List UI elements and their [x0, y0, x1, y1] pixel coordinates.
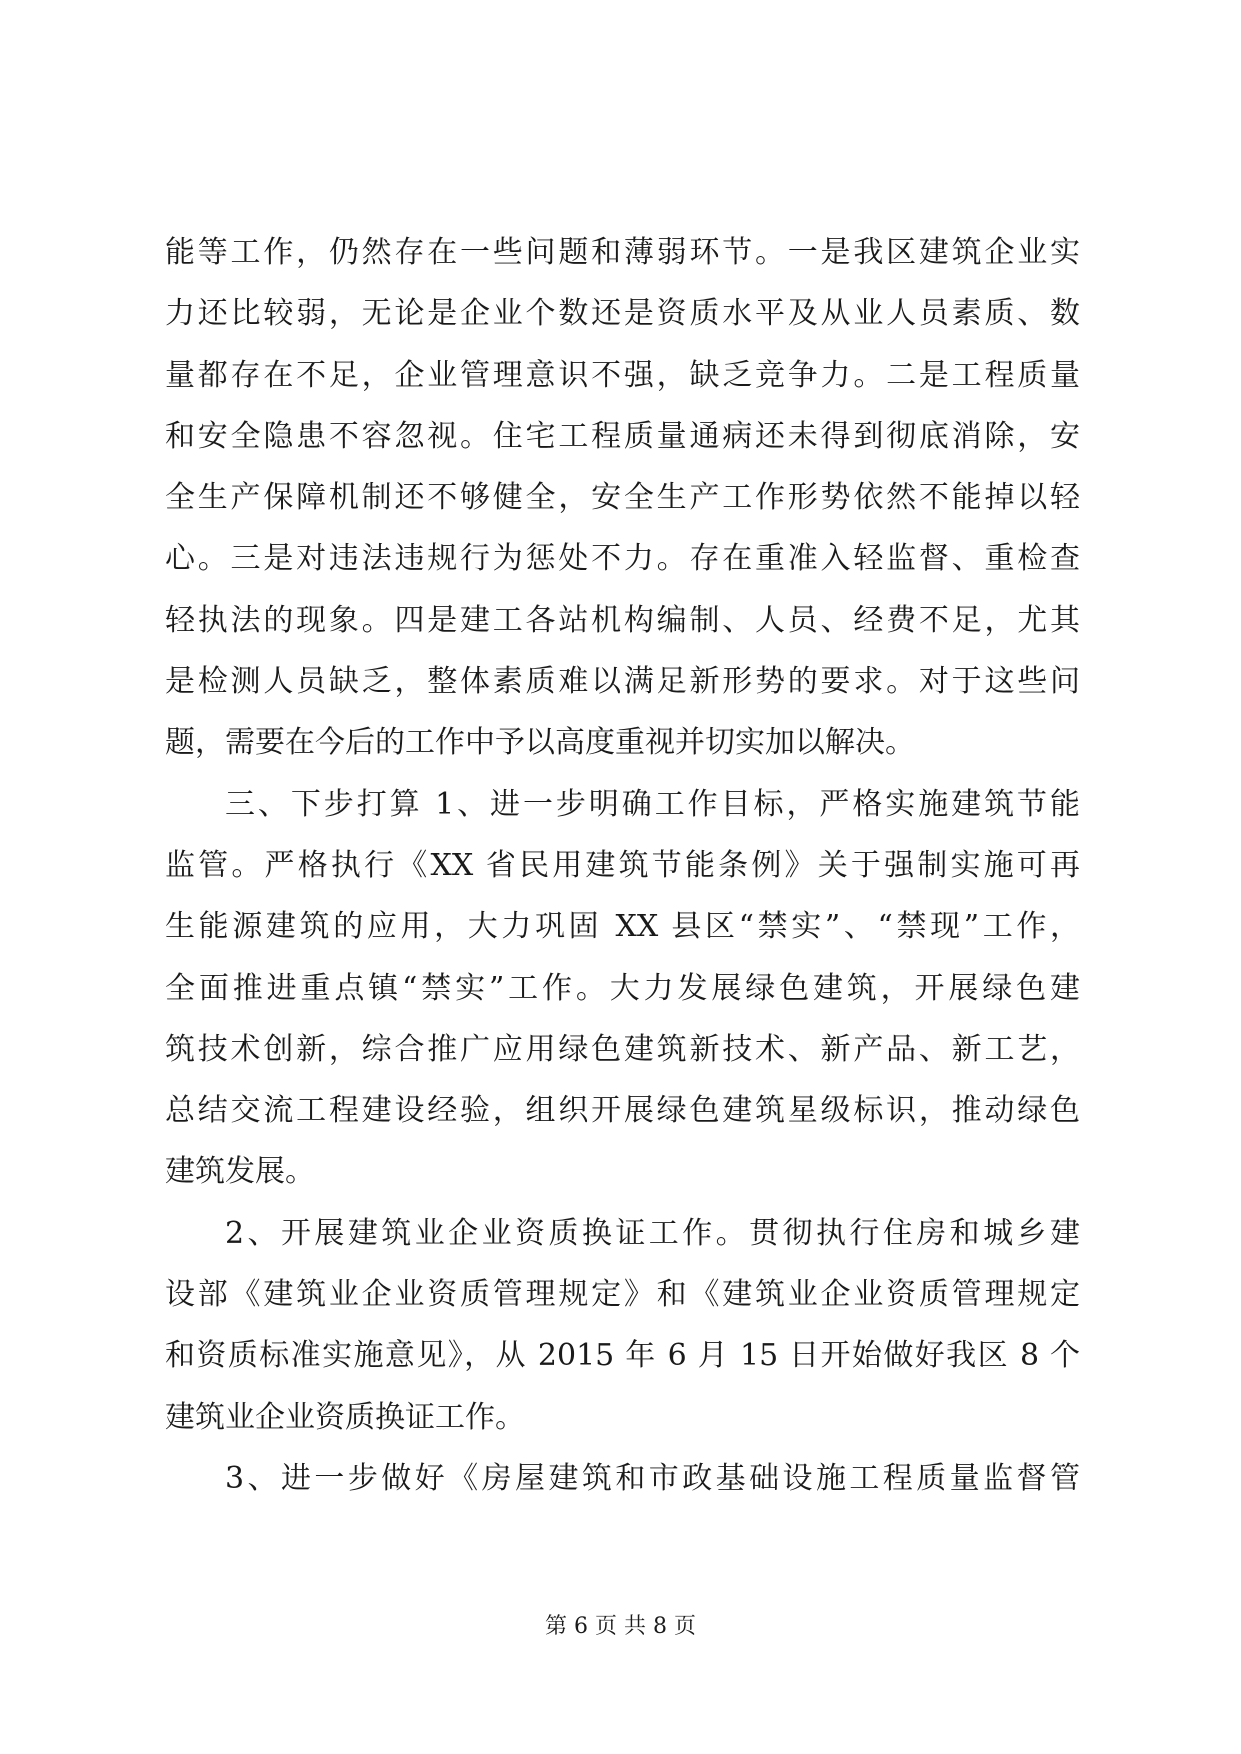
text-line: 2、开展建筑业企业资质换证工作。贯彻执行住房和城乡建: [225, 1215, 1080, 1251]
text-line: 能等工作，仍然存在一些问题和薄弱环节。一是我区建筑企业实: [165, 235, 1080, 270]
text-line: 设部《建筑业企业资质管理规定》和《建筑业企业资质管理规定: [165, 1277, 1080, 1313]
text-line: 生能源建筑的应用，大力巩固 XX 县区“禁实”、“禁现”工作，: [165, 909, 1080, 945]
text-line: 3、进一步做好《房屋建筑和市政基础设施工程质量监督管: [225, 1460, 1080, 1496]
text-line: 三、下步打算 1、进一步明确工作目标，严格实施建筑节能: [225, 786, 1080, 822]
page-footer: 第 6 页 共 8 页: [545, 1614, 696, 1639]
text-line: 量都存在不足，企业管理意识不强，缺乏竞争力。二是工程质量: [165, 357, 1080, 393]
text-line: 题，需要在今后的工作中予以高度重视并切实加以解决。: [165, 725, 915, 761]
text-line: 筑技术创新，综合推广应用绿色建筑新技术、新产品、新工艺，: [165, 1031, 1080, 1067]
document-body: [165, 222, 1080, 1509]
text-line: 力还比较弱，无论是企业个数还是资质水平及从业人员素质、数: [165, 296, 1080, 332]
text-line: 心。三是对违法违规行为惩处不力。存在重准入轻监督、重检查: [165, 541, 1080, 577]
text-line: 建筑发展。: [165, 1154, 315, 1190]
text-line: 建筑业企业资质换证工作。: [165, 1399, 525, 1435]
text-line: 总结交流工程建设经验，组织开展绿色建筑星级标识，推动绿色: [165, 1093, 1080, 1129]
text-line: 轻执法的现象。四是建工各站机构编制、人员、经费不足，尤其: [165, 602, 1080, 638]
text-line: 监管。严格执行《XX 省民用建筑节能条例》关于强制实施可再: [165, 847, 1080, 883]
text-line: 和资质标准实施意见》，从 2015 年 6 月 15 日开始做好我区 8 个: [165, 1338, 1080, 1374]
text-line: 是检测人员缺乏，整体素质难以满足新形势的要求。对于这些问: [165, 664, 1080, 700]
text-line: 全生产保障机制还不够健全，安全生产工作形势依然不能掉以轻: [165, 480, 1080, 516]
text-line: 和安全隐患不容忽视。住宅工程质量通病还未得到彻底消除，安: [165, 418, 1080, 454]
text-line: 全面推进重点镇“禁实”工作。大力发展绿色建筑，开展绿色建: [165, 970, 1080, 1006]
